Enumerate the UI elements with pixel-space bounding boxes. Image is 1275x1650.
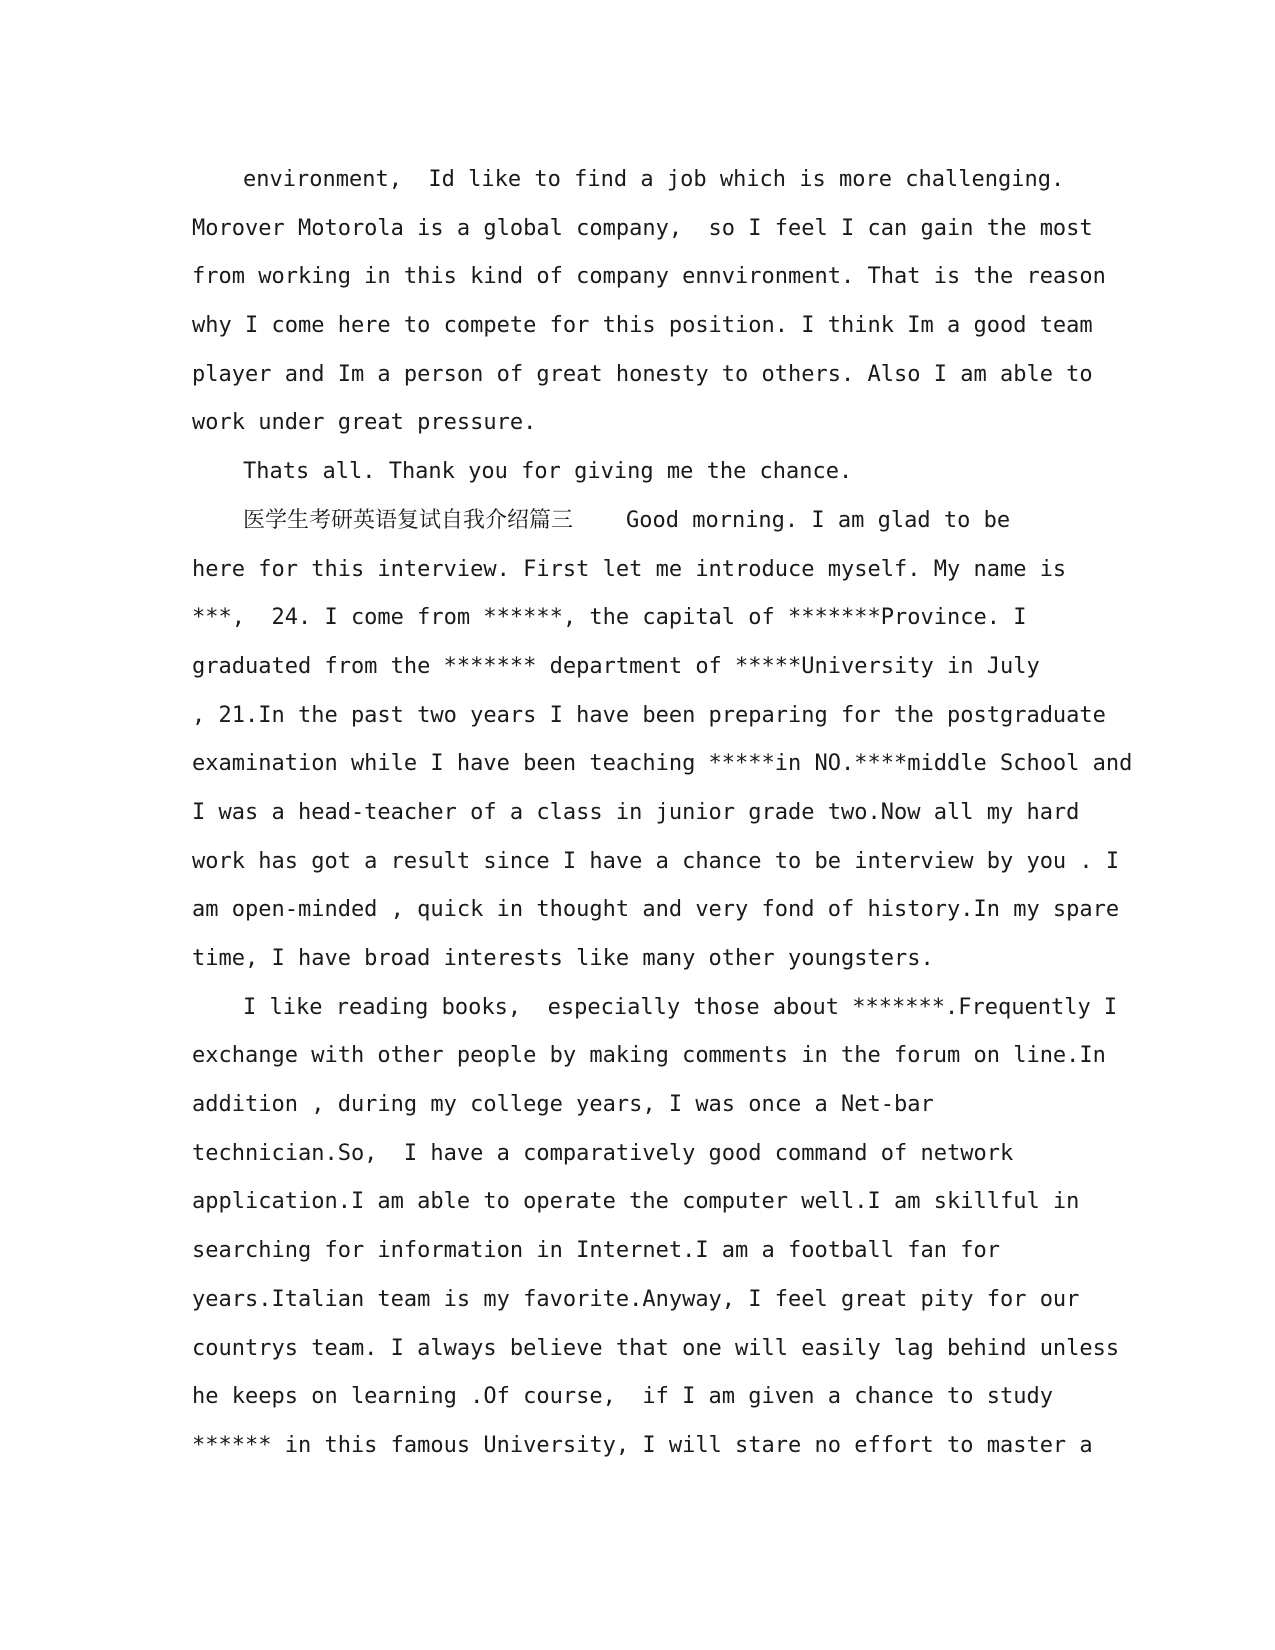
text-line: here for this interview. First let me introduce myself. My name is [192,556,1067,582]
text-line: addition , during my college years, I was once a Net-bar [192,1092,934,1118]
text-line: I was a head-teacher of a class in junior grade two.Now all my hard [192,799,1080,825]
text-line: he keeps on learning .Of course, if I am given a chance to study [192,1384,1053,1410]
text-line: Thats all. Thank you for giving me the chance. [243,459,853,485]
text-line: player and Im a person of great honesty to others. Also I am able to [192,361,1093,387]
text-line: why I come here to compete for this position. I think Im a good team [192,313,1093,339]
text-line: , 21.In the past two years I have been preparing for the postgraduate [192,702,1106,728]
text-line: am open-minded , quick in thought and very fond of history.In my spare [192,897,1120,923]
text-line: work under great pressure. [192,410,537,436]
text-line: environment, Id like to find a job which is more challenging. [243,167,1065,192]
document-body [192,156,1133,1471]
text-line: searching for information in Internet.I am a football fan for [192,1238,1000,1264]
text-line: exchange with other people by making comments in the forum on line.In [192,1043,1106,1069]
text-line: years.Italian team is my favorite.Anyway, I feel great pity for our [192,1286,1080,1312]
text-line: work has got a result since I have a chance to be interview by you . I [192,848,1120,874]
text-line: technician.So, I have a comparatively good command of network [192,1140,1014,1166]
text-line: Morover Motorola is a global company, so I feel I can gain the most [192,215,1093,241]
text-line: application.I am able to operate the computer well.I am skillful in [192,1189,1080,1215]
text-line: countrys team. I always believe that one will easily lag behind unless [192,1335,1120,1361]
text-line: ***, 24. I come from ******, the capital of *******Province. I [192,605,1027,631]
text-line: time, I have broad interests like many other youngsters. [192,946,934,971]
text-line: ****** in this famous University, I will stare no effort to master a [192,1432,1093,1458]
text-line: I like reading books, especially those about *******.Frequently I [243,994,1118,1020]
text-line: graduated from the ******* department of *****University in July [192,653,1040,679]
text-line: examination while I have been teaching *****in NO.****middle School and [192,751,1133,777]
text-line: from working in this kind of company ennvironment. That is the reason [192,264,1106,290]
text-line: 医学生考研英语复试自我介绍篇三 Good morning. I am glad to be [243,507,1011,533]
